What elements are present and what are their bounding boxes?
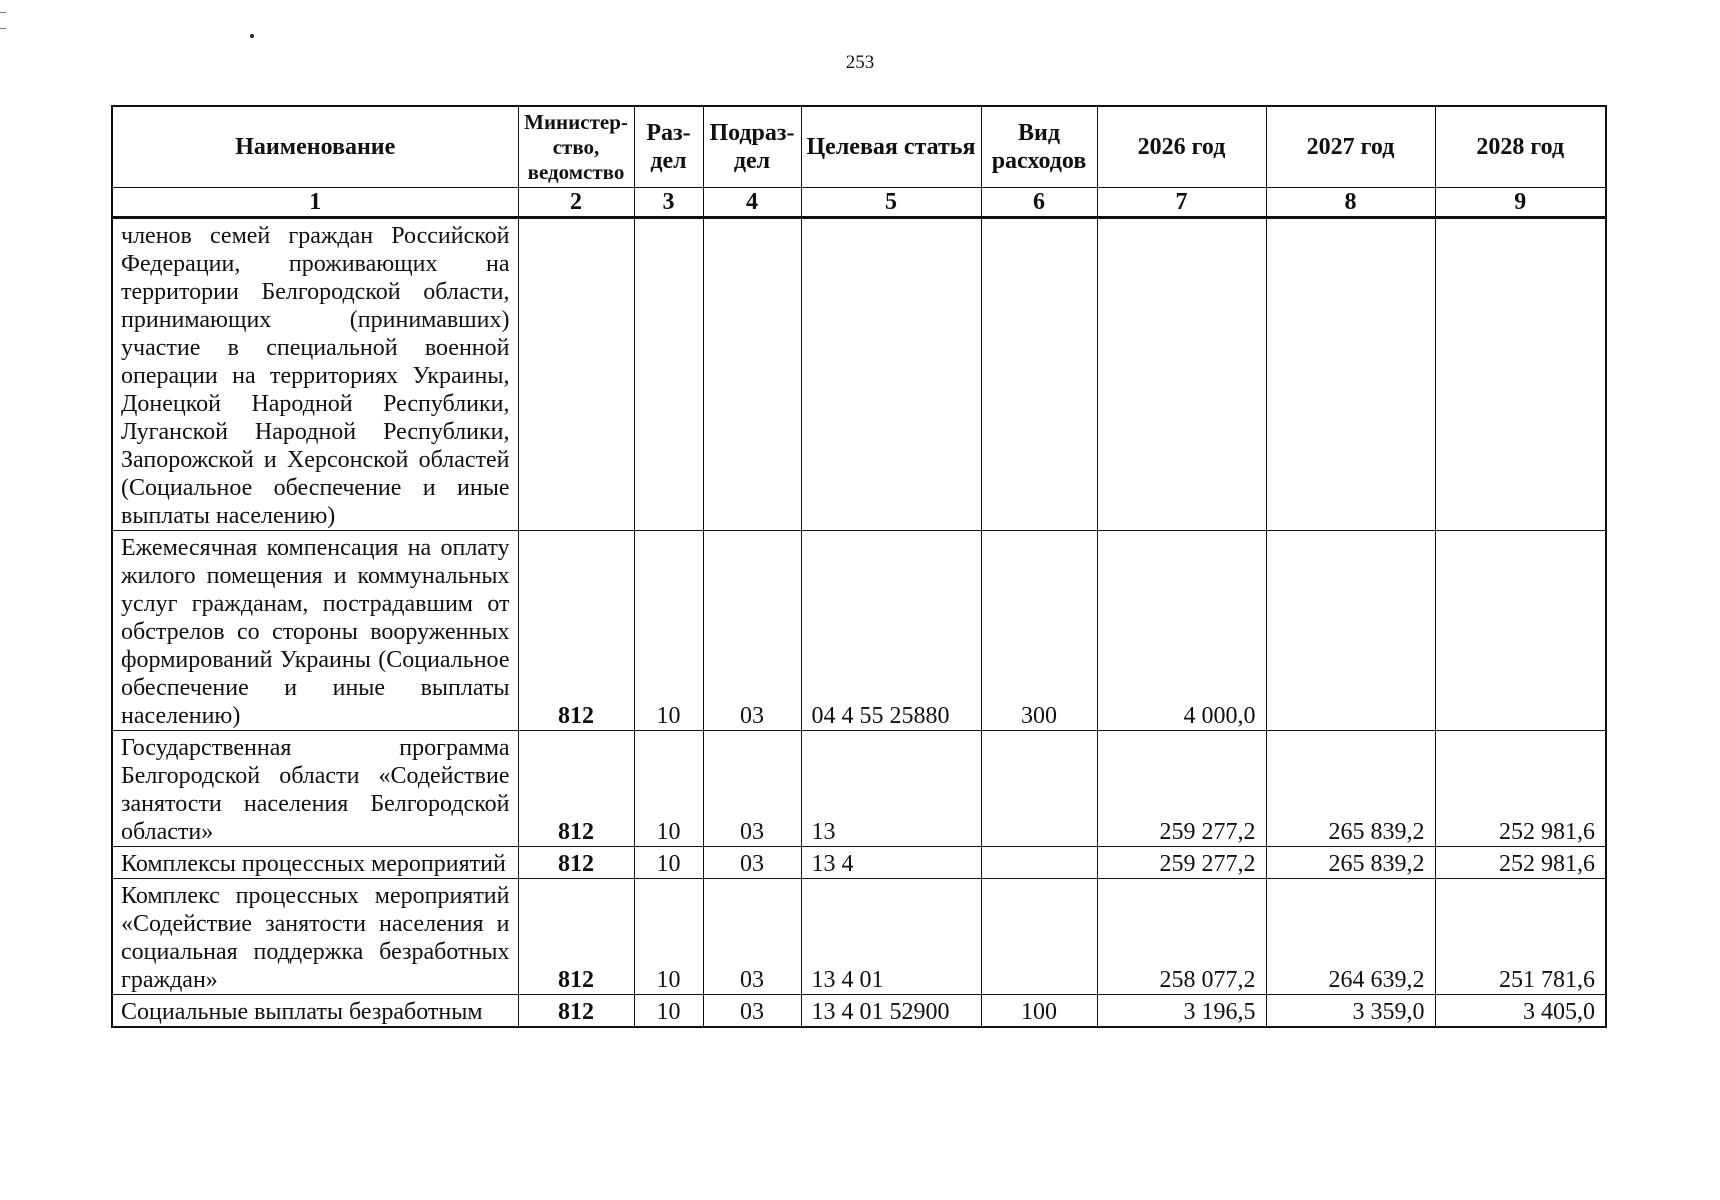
- row-expense-type: [981, 218, 1097, 531]
- row-ministry: 812: [518, 847, 634, 879]
- header-ministry: Министер-ство, ведомство: [518, 106, 634, 188]
- table-row: [112, 731, 1606, 847]
- column-number: 3: [634, 188, 703, 218]
- row-2027: 265 839,2: [1266, 731, 1435, 847]
- header-2028: 2028 год: [1435, 106, 1606, 188]
- row-ministry: 812: [518, 531, 634, 731]
- header-subsection: Подраз-дел: [703, 106, 801, 188]
- row-2027: 264 639,2: [1266, 879, 1435, 995]
- row-target: 13: [801, 731, 981, 847]
- row-ministry: 812: [518, 879, 634, 995]
- table-row: [112, 218, 1606, 531]
- header-name: Наименование: [112, 106, 518, 188]
- row-ministry: 812: [518, 731, 634, 847]
- column-number: 1: [112, 188, 518, 218]
- row-subsection: 03: [703, 531, 801, 731]
- row-target: 13 4 01 52900: [801, 995, 981, 1028]
- row-name: Социальные выплаты безработным: [112, 995, 518, 1028]
- row-ministry: [518, 218, 634, 531]
- row-2027: [1266, 218, 1435, 531]
- column-number: 6: [981, 188, 1097, 218]
- row-expense-type: 300: [981, 531, 1097, 731]
- row-name: Государственная программа Белгородской области «Содействие занятости населения Белгородской области»: [112, 731, 518, 847]
- row-2026: 258 077,2: [1097, 879, 1266, 995]
- row-2026: [1097, 218, 1266, 531]
- row-expense-type: 100: [981, 995, 1097, 1028]
- column-number: 5: [801, 188, 981, 218]
- row-target: 13 4 01: [801, 879, 981, 995]
- row-name: членов семей граждан Российской Федерации, проживающих на территории Белгородской области, принимающих (принимавших) участие в специальной военной операции на территориях Украины, Донецкой Народной Республики, Луганской Народной Республики, Запорожской и Херсонской областей (Социальное обеспечение и иные выплаты населению): [112, 218, 518, 531]
- row-section: 10: [634, 731, 703, 847]
- row-subsection: 03: [703, 995, 801, 1028]
- row-2026: 259 277,2: [1097, 847, 1266, 879]
- page-number: 253: [845, 52, 875, 73]
- row-subsection: 03: [703, 847, 801, 879]
- row-2028: 252 981,6: [1435, 847, 1606, 879]
- row-expense-type: [981, 847, 1097, 879]
- header-section: Раз-дел: [634, 106, 703, 188]
- column-number: 4: [703, 188, 801, 218]
- row-section: 10: [634, 879, 703, 995]
- row-subsection: 03: [703, 731, 801, 847]
- header-2026: 2026 год: [1097, 106, 1266, 188]
- row-2026: 4 000,0: [1097, 531, 1266, 731]
- row-section: 10: [634, 995, 703, 1028]
- scan-artifact: [250, 34, 254, 38]
- row-section: 10: [634, 847, 703, 879]
- row-2027: 265 839,2: [1266, 847, 1435, 879]
- column-number: 2: [518, 188, 634, 218]
- row-2026: 3 196,5: [1097, 995, 1266, 1028]
- row-name: Ежемесячная компенсация на оплату жилого помещения и коммунальных услуг гражданам, пострадавшим от обстрелов со стороны вооруженных формирований Украины (Социальное обеспечение и иные выплаты населению): [112, 531, 518, 731]
- row-2028: 251 781,6: [1435, 879, 1606, 995]
- row-section: 10: [634, 531, 703, 731]
- row-target: 04 4 55 25880: [801, 531, 981, 731]
- header-row: [112, 106, 1606, 188]
- header-2027: 2027 год: [1266, 106, 1435, 188]
- row-subsection: 03: [703, 879, 801, 995]
- row-ministry: 812: [518, 995, 634, 1028]
- row-subsection: [703, 218, 801, 531]
- row-expense-type: [981, 879, 1097, 995]
- header-expense-type: Вид расходов: [981, 106, 1097, 188]
- row-2028: [1435, 531, 1606, 731]
- scan-artifact: [0, 12, 6, 13]
- scan-artifact: [0, 28, 6, 29]
- row-section: [634, 218, 703, 531]
- header-target: Целевая статья: [801, 106, 981, 188]
- row-2028: 252 981,6: [1435, 731, 1606, 847]
- row-2027: 3 359,0: [1266, 995, 1435, 1028]
- row-target: 13 4: [801, 847, 981, 879]
- table-row: [112, 847, 1606, 879]
- row-2028: 3 405,0: [1435, 995, 1606, 1028]
- table-row: [112, 531, 1606, 731]
- row-2026: 259 277,2: [1097, 731, 1266, 847]
- row-target: [801, 218, 981, 531]
- row-expense-type: [981, 731, 1097, 847]
- budget-table: [111, 105, 1607, 1028]
- table-row: [112, 995, 1606, 1028]
- row-2028: [1435, 218, 1606, 531]
- column-number: 8: [1266, 188, 1435, 218]
- column-number-row: [112, 188, 1606, 218]
- table-row: [112, 879, 1606, 995]
- row-name: Комплекс процессных мероприятий «Содействие занятости населения и социальная поддержка безработных граждан»: [112, 879, 518, 995]
- column-number: 9: [1435, 188, 1606, 218]
- column-number: 7: [1097, 188, 1266, 218]
- row-2027: [1266, 531, 1435, 731]
- row-name: Комплексы процессных мероприятий: [112, 847, 518, 879]
